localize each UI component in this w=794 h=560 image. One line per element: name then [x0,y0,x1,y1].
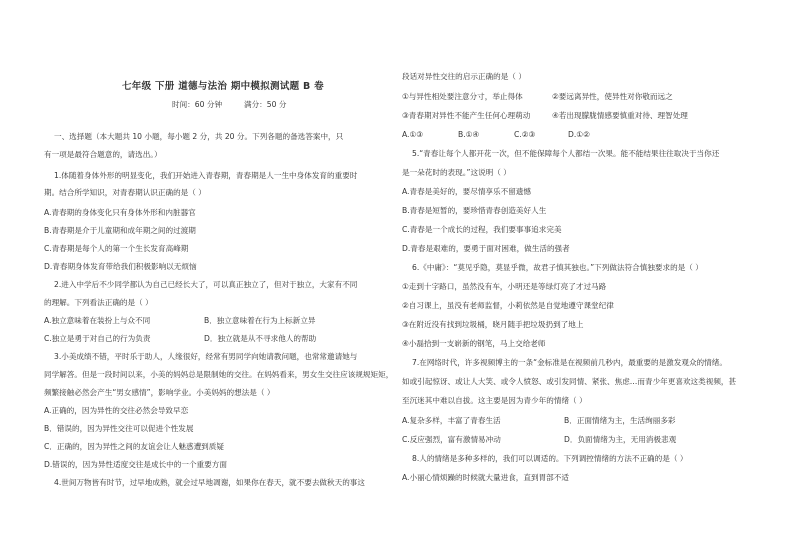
q7-option-a: A.复杂多样，丰富了青春生活 [402,416,501,425]
q7-stem: 7.在网络时代，许多视频博主的一条“金标准是在视频前几秒内，最重要的是激发观众的情绪。 [412,358,727,367]
q3-option-c: C．正确的，因为异性之间的友谊会让人魅惑遭到质疑 [44,442,224,451]
section-heading: 一、选择题（本大题共 10 小题，每小题 2 分，共 20 分。下列各题的备选答案中，只 [54,132,344,141]
q3-option-d: D.错误的，因为异性适度交往是成长中的一个重要方面 [44,460,227,469]
q2-option-b: B．独立意味着在行为上标新立异 [204,316,316,325]
q3-stem-cont2: 频繁接触必然会产生“男女感情”，影响学业。小美妈妈的想法是（ ） [44,388,275,397]
q7-stem-cont2: 至沉迷其中难以自拔。这主要是因为青少年的情绪（ ） [402,396,587,405]
q6-stem: 6.《中庸》：“莫见乎隐，莫显乎微，故君子慎其独也。”下列做法符合慎独要求的是（ ） [412,263,703,272]
q5-stem-cont: 是一朵花时的表现。”这说明（ ） [402,168,511,177]
q1-option-b: B.青春期是介于儿童期和成年期之间的过渡期 [44,226,196,235]
q1-option-a: A.青春期的身体变化只有身体外形和内脏器官 [44,208,196,217]
q6-statement-4: ④小磊拾到一支崭新的钢笔，马上交给老师 [402,339,546,348]
q3-option-b: B．错误的，因为异性交往可以促进个性发展 [44,424,194,433]
q4-statement-1: ①与异性相处要注意分寸，举止得体 [402,92,523,101]
q4-option-c: C.②③ [514,130,536,139]
q6-statement-3: ③在附近没有找到垃圾桶，晓月随手把垃圾扔到了地上 [402,320,584,329]
exam-time: 时间：60 分钟 [172,100,223,109]
q7-option-d: D．负面情绪为主，无用消极悲观 [564,435,677,444]
q4-statement-2: ②要远离异性，使异性对你敬而远之 [552,92,673,101]
q4-stem-cont: 段话对异性交往的启示正确的是（ ） [402,72,526,81]
q2-option-c: C.独立是勇于对自己的行为负责 [44,334,151,343]
exam-title: 七年级 下册 道德与法治 期中模拟测试题 B 卷 [122,81,324,92]
q5-option-c: C.青春是一个成长的过程，我们要事事追求完美 [402,225,562,234]
q7-option-b: B．正面情绪为主，生活绚丽多彩 [564,416,676,425]
q2-option-d: D．独立就是从不寻求他人的帮助 [204,334,317,343]
q5-option-b: B.青春是短暂的，要珍惜青春创造美好人生 [402,206,547,215]
q3-stem-cont: 同学解答。但是一段时间以来，小美的妈妈总是限制她的交往。在妈妈看来，男女生交往应该规规矩矩， [44,370,394,379]
q4-option-d: D.①② [568,130,590,139]
q4-statement-3: ③青春期对异性不能产生任何心理萌动 [402,111,531,120]
q6-statement-2: ②自习课上，虽没有老师监督，小莉依然是自觉地遵守课堂纪律 [402,301,614,310]
q1-option-d: D.青春期身体发育带给我们积极影响以无烦恼 [44,262,197,271]
q2-option-a: A.独立意味着在装扮上与众不同 [44,316,151,325]
q4-statement-4: ④若出现朦胧情感要慎重对待、理智处理 [552,111,688,120]
q8-stem: 8.人的情绪是多种多样的，我们可以调适的。下列调控情绪的方法不正确的是（ ） [412,454,688,463]
q7-stem-cont: 如或引起惊讶、或让人大笑、或令人愤怒、或引发同情、紧张、焦虑…而青少年更喜欢这类视频，甚 [402,377,737,386]
q2-stem-cont: 的理解。下列看法正确的是（ ） [44,298,153,307]
q4-option-b: B.①④ [458,130,480,139]
q5-option-a: A.青春是美好的，要尽情享乐不留遗憾 [402,187,531,196]
q2-stem: 2.进入中学后不少同学都认为自己已经长大了，可以真正独立了，但对于独立，大家有不同 [54,280,358,289]
q1-stem-cont: 期。结合所学知识，对青春期认识正确的是（ ） [44,188,206,197]
q5-option-d: D.青春是艰难的，要勇于面对困难，做生活的强者 [402,244,570,253]
q4-stem: 4.世间万物皆有时节，过早地成熟，就会过早地凋谢，如果你在春天，就不要去做秋天的事这 [54,478,365,487]
q6-statement-1: ①走到十字路口，虽然没有车，小明还是等绿灯亮了才过马路 [402,282,607,291]
exam-score: 满分：50 分 [244,100,287,109]
section-heading-cont: 有一项是最符合题意的，请选出。） [44,150,162,159]
q7-option-c: C.反应强烈，富有激情易冲动 [402,435,501,444]
q3-option-a: A.正确的，因为异性的交往必然会导致早恋 [44,406,189,415]
q4-option-a: A.①③ [402,130,424,139]
q5-stem: 5.“青春让每个人都开花一次，但不能保障每个人都结一次果。能不能结果往往取决于当你还 [412,149,720,158]
q1-option-c: C.青春期是每个人的第一个生长发育高峰期 [44,244,189,253]
q8-option-a: A.小丽心情烦躁的时候就大量进食，直到胃部不适 [402,473,569,482]
q1-stem: 1.体随着身体外形的明显变化，我们开始进入青春期，青春期是人一生中身体发育的重要时 [54,171,358,180]
q3-stem: 3.小美成绩不错，平时乐于助人，人缘很好，经常有男同学向她请教问题，也常常邀请她与 [54,352,358,361]
exam-page [44,20,750,540]
